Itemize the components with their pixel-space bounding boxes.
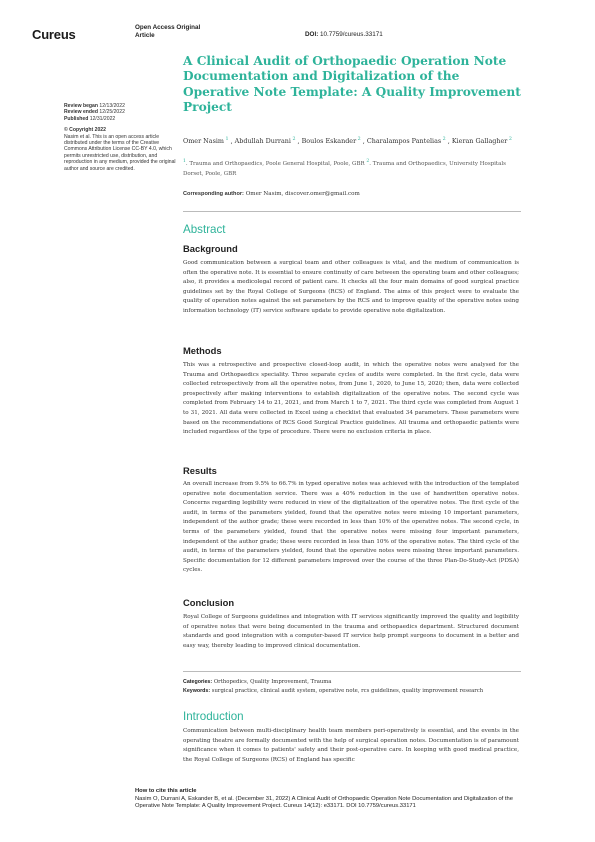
affiliation-number: 1 <box>183 159 186 164</box>
author-list: Omer Nasim $^1$ , Abdullah Durrani $^2$ , Boulos Eskander $^2$ , Charalampos Pantelias $^2$ , Kieran Gallagher $^2$ <box>183 137 512 146</box>
keywords: Keywords: surgical practice, clinical audit system, operative note, rcs guidelines, quality improvement research <box>183 688 484 694</box>
background-heading: Background <box>183 243 238 254</box>
author-name: Kieran Gallagher <box>451 137 508 146</box>
author-name: Boulos Eskander <box>301 137 357 146</box>
abstract-heading: Abstract <box>183 223 226 236</box>
categories: Categories: Orthopedics, Quality Improvement, Trauma <box>183 679 332 685</box>
review-began: Review began 12/13/2022 <box>64 103 125 109</box>
how-to-cite: How to cite this article Nasim O, Durrani A, Eskander B, et al. (December 31, 2022) A Clinical Audit of Orthopaedic Operation Note Documentation and Digitalization of the Operative Note Template: A Quality Improvement Project. Cureus 14(12): e33171. DOI 10.7759/cureus.33171 <box>135 788 513 810</box>
author-name: Omer Nasim <box>183 137 224 146</box>
background-text: Good communication between a surgical team and other colleagues is vital, and the medium of communication is often the operative note. It is essential to ensure continuity of care between the operating team and other colleagues; also, it provides a medicolegal record of patient care. It checks all the four main domains of good surgical practice guidelines set by the Royal College of Surgeons (RCS) of England. The aims of this project were to evaluate the quality of operation notes against the set parameters by the RCS and to improve quality of the operative notes using information technology (IT) service software update to provide operative note digitalization. <box>183 260 519 314</box>
license-text: Nasim et al. This is an open access article distributed under the terms of the Creative Commons Attribution License CC-BY 4.0, which permits unrestricted use, distribution, and reproduction in any medium, provided the original author and source are credited. <box>64 133 176 172</box>
review-ended: Review ended 12/25/2022 <box>64 109 125 116</box>
conclusion-text: Royal College of Surgeons guidelines and integration with IT services significantly improved the quality and legibility of operative notes that were being documented in the trauma and orthopaedics department. Structured document standards and good integration with a computer-based IT service help prompt surgeons to document in a better and easy way, thereby leading to improved clinical documentation. <box>183 614 519 649</box>
article-type: Open Access Original Article <box>135 24 201 39</box>
published-date: Published 12/31/2022 <box>64 115 116 122</box>
methods-heading: Methods <box>183 345 222 356</box>
corresponding-author: Corresponding author: Omer Nasim, discover.omer@gmail.com <box>183 191 360 197</box>
methods-text: This was a retrospective and prospective closed-loop audit, in which the operative notes were analysed for the Trauma and Orthopaedics speciality. Three separate cycles of audits were completed. In the first cycle, data were collected retrospectively from all the operative notes, from June 1, 2020, to June 15, 2020; then, data were collected prospectively after making interventions to establish digitalization of the operative notes. The second cycle was completed from February 14 to 21, 2021, and from March 1 to 7, 2021. The third cycle was completed from August 1 to 31, 2021. All data were collected in Excel using a checklist that evaluated 34 parameters. These parameters were based on the recommendations of RCS Good Surgical Practice guidelines. All trauma and orthopaedic patients were included regardless of the type of procedure. There were no exclusion criteria in place. <box>183 362 519 436</box>
author-name: Abdullah Durrani <box>234 137 291 146</box>
author-affiliation-number: 2 <box>441 137 446 142</box>
author-affiliation-number: 2 <box>507 137 512 142</box>
introduction-heading: Introduction <box>183 710 244 723</box>
affiliation-text: . Trauma and Orthopaedics, University Hospitals Dorset, Poole, GBR <box>183 160 506 177</box>
copyright: © Copyright 2022 <box>64 127 106 134</box>
author-name: Charalampos Pantelias <box>366 137 442 146</box>
results-text: An overall increase from 9.5% to 66.7% in typed operative notes was achieved with the introduction of the templated operative note documentation service. There was a 40% reduction in the use of handwritten operative notes. Concerns regarding legibility were reduced in view of the digitalization of the operative notes. The first cycle of the audit, in terms of the parameters yielded, found that the operative notes were missing 10 important parameters, independent of the author grade; these were recorded in less than 10% of the operative notes. The second cycle, in terms of the parameters yielded, found that the operative notes were missing four important parameters, independent of the author grade; these were recorded in less than 10% of the operative notes. The third cycle of the audit, in terms of the parameters yielded, found that the operative notes were missing three important parameters. Specific documentation for 12 different parameters improved over the course of the three Plan-Do-Study-Act (PDSA) cycles. <box>183 481 519 574</box>
author-affiliation-number: 2 <box>356 137 361 142</box>
divider <box>183 671 521 672</box>
author-affiliation-number: 1 <box>223 137 229 142</box>
journal-logo: Cureus <box>32 27 76 42</box>
publication-sidebar <box>64 103 176 172</box>
affiliation-text: . Trauma and Orthopaedics, Poole General Hospital, Poole, GBR <box>185 160 367 167</box>
conclusion-heading: Conclusion <box>183 597 235 608</box>
results-heading: Results <box>183 465 217 476</box>
introduction-text: Communication between multi-disciplinary health team members peri-operatively is essential, and the events in the operating theatre are formally documented with the help of surgical operation notes. Documentation is of paramount significance when it comes to patients' safety and their post-operative care. In keeping with good medical practice, the Royal College of Surgeons (RCS) of England has specific <box>183 728 519 763</box>
author-affiliation-number: 2 <box>290 137 296 142</box>
affiliations <box>183 157 523 179</box>
divider <box>183 211 521 212</box>
header-doi[interactable]: DOI: 10.7759/cureus.33171 <box>305 31 383 38</box>
affiliation-number: 2 <box>366 159 370 164</box>
article-title: A Clinical Audit of Orthopaedic Operation Note Documentation and Digitalization of the Operative Note Template: A Quality Improvement Project <box>183 54 521 115</box>
